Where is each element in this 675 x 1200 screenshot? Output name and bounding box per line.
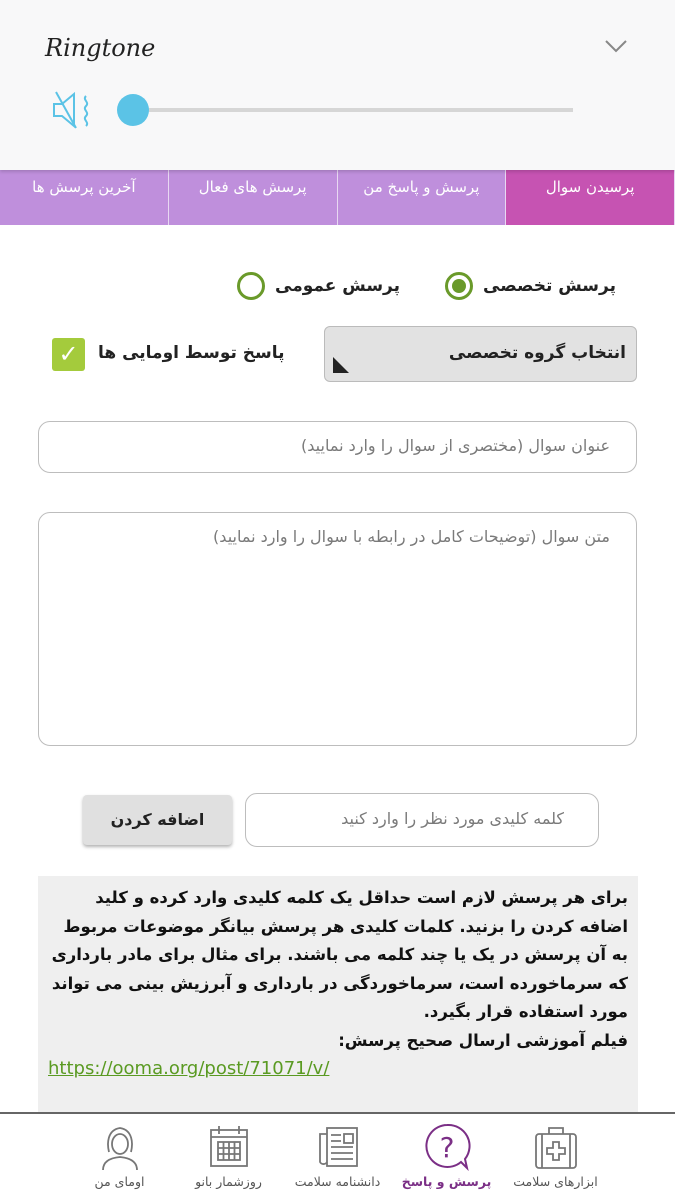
tab-active-questions[interactable]: پرسش های فعال	[169, 170, 338, 225]
radio-unchecked-icon[interactable]	[237, 272, 265, 300]
nav-label: دانشنامه سلامت	[294, 1174, 381, 1189]
calendar-icon	[204, 1122, 254, 1172]
radio-checked-icon[interactable]	[445, 272, 473, 300]
ooma-answer-label: پاسخ توسط اومایی ها	[98, 343, 285, 363]
info-box	[38, 876, 638, 1116]
question-bubble-icon	[422, 1122, 472, 1172]
woman-avatar-icon	[95, 1122, 145, 1172]
radio-general[interactable]	[237, 272, 400, 300]
nav-my-ooma[interactable]	[65, 1114, 174, 1200]
svg-text:?: ?	[439, 1131, 454, 1164]
nav-label: پرسش و پاسخ	[401, 1174, 492, 1189]
specialty-select-value: انتخاب گروه تخصصی	[448, 343, 626, 363]
mute-icon[interactable]	[52, 88, 96, 132]
volume-title: Ringtone	[45, 34, 156, 62]
keyword-input[interactable]: کلمه کلیدی مورد نظر را وارد کنید	[245, 793, 599, 847]
dropdown-triangle-icon	[333, 357, 349, 373]
nav-health-tools[interactable]	[501, 1114, 610, 1200]
nav-label: ابزارهای سلامت	[513, 1174, 598, 1189]
tab-ask-question[interactable]: پرسیدن سوال	[506, 170, 675, 225]
nav-qa[interactable]	[392, 1114, 501, 1200]
question-body-textarea[interactable]: متن سوال (توضیحات کامل در رابطه با سوال را وارد نمایید)	[38, 512, 637, 746]
nav-label: روزشمار بانو	[195, 1174, 262, 1189]
nav-label: اومای من	[94, 1174, 145, 1189]
tab-bar	[0, 170, 675, 225]
volume-slider-thumb[interactable]	[117, 94, 149, 126]
tab-latest-questions[interactable]: آخرین پرسش ها	[0, 170, 169, 225]
newspaper-icon	[313, 1122, 363, 1172]
specialty-select[interactable]	[324, 326, 637, 382]
nav-encyclopedia[interactable]	[283, 1114, 392, 1200]
bottom-nav	[0, 1112, 675, 1200]
video-label: فیلم آموزشی ارسال صحیح پرسش:	[338, 1030, 628, 1050]
radio-specialist[interactable]	[445, 272, 616, 300]
volume-panel	[0, 0, 675, 170]
add-keyword-button[interactable]: اضافه کردن	[83, 795, 232, 845]
ooma-answer-checkbox[interactable]: ✓	[52, 338, 85, 371]
nav-calendar[interactable]	[174, 1114, 283, 1200]
chevron-down-icon[interactable]	[604, 38, 628, 54]
tab-my-questions[interactable]: پرسش و پاسخ من	[338, 170, 507, 225]
info-text: برای هر پرسش لازم است حداقل یک کلمه کلیدی وارد کرده و کلید اضافه کردن را بزنید. کلمات کلیدی هر پرسش بیانگر موضوعات مربوط به آن پرسش در یک یا چند کلمه می باشند. برای مثال برای مادر بارداری که سرماخورده است، سرماخوردگی در بارداری و آبرزیش بینی می تواند مورد استفاده قرار بگیرد.	[51, 888, 628, 1021]
volume-slider-track[interactable]	[133, 108, 573, 112]
question-title-input[interactable]: عنوان سوال (مختصری از سوال را وارد نمایید)	[38, 421, 637, 473]
first-aid-kit-icon	[531, 1122, 581, 1172]
radio-general-label: پرسش عمومی	[275, 276, 401, 296]
radio-specialist-label: پرسش تخصصی	[483, 276, 616, 296]
tutorial-link[interactable]: https://ooma.org/post/71071/v/	[48, 1058, 330, 1079]
